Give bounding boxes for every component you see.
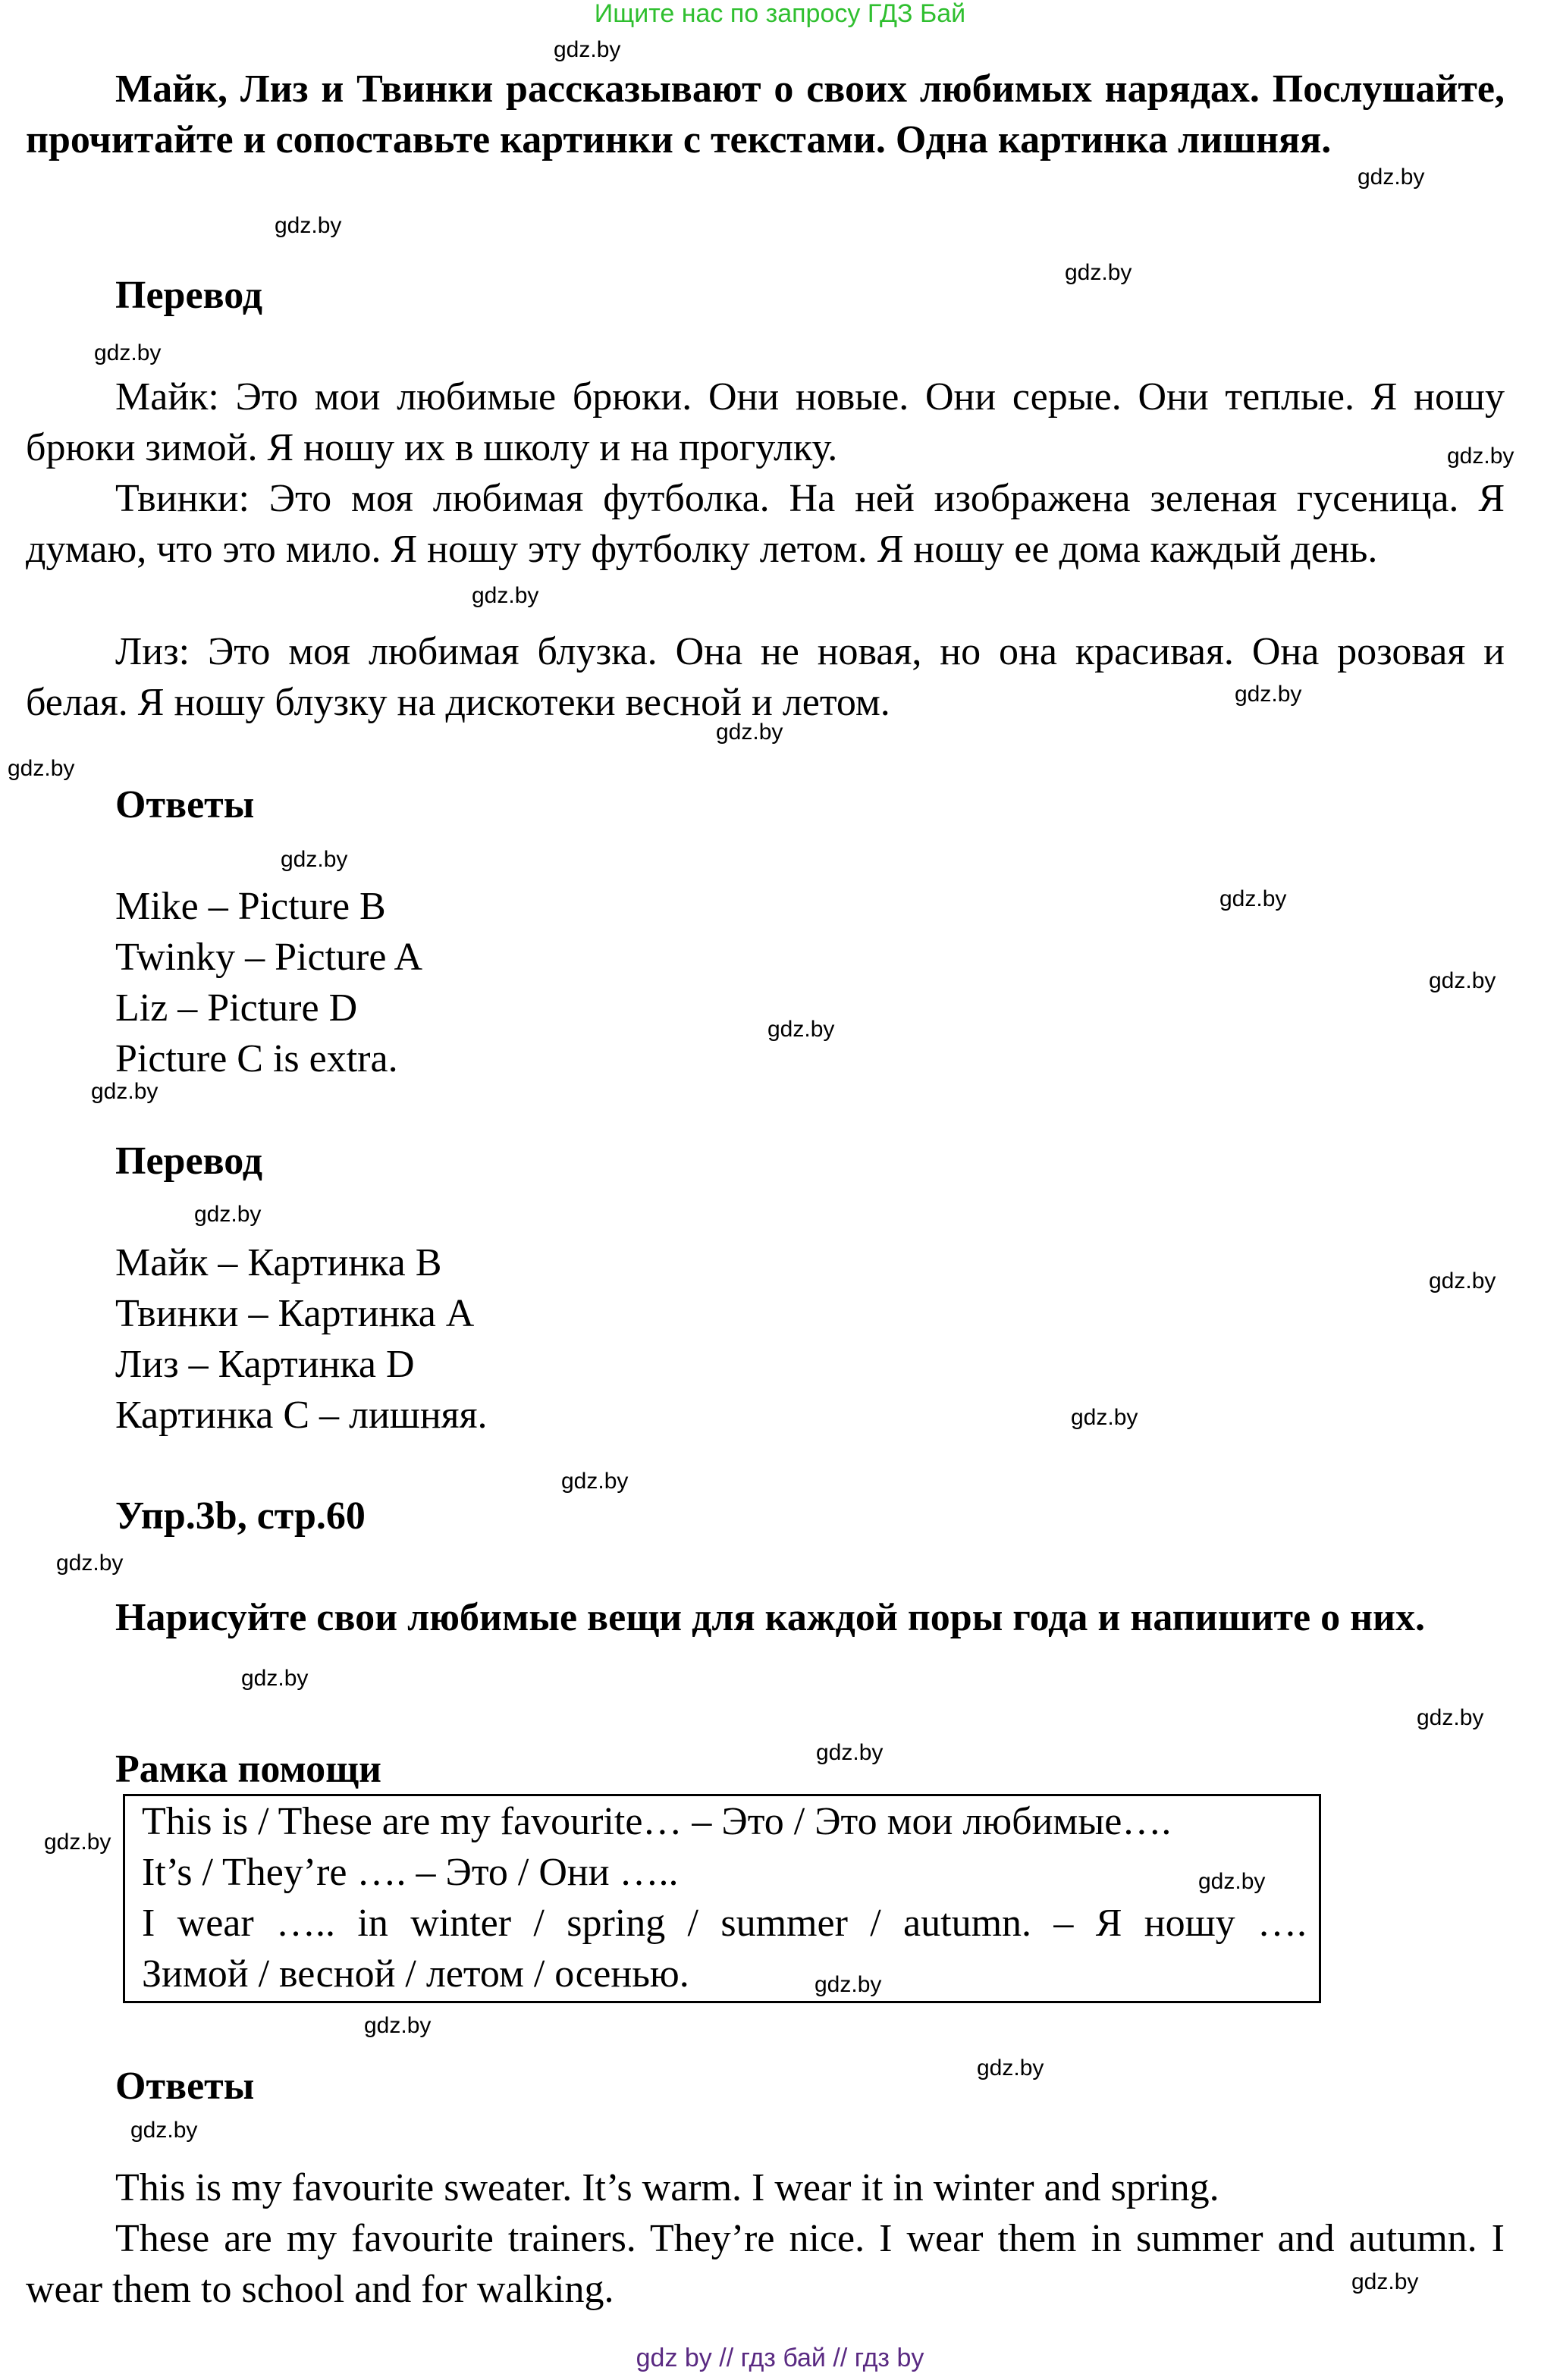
watermark: gdz.by (472, 583, 539, 608)
top-banner[interactable]: Ищите нас по запросу ГДЗ Бай (594, 0, 966, 28)
watermark: gdz.by (281, 847, 348, 872)
answers-heading: Ответы (115, 783, 255, 826)
watermark: gdz.by (767, 1017, 835, 1042)
watermark: gdz.by (1447, 444, 1514, 469)
watermark: gdz.by (561, 1469, 629, 1494)
answer-translation-item: Лиз – Картинка D (115, 1343, 415, 1386)
footer-links[interactable]: gdz by // гдз бай // гдз by (636, 2344, 924, 2372)
watermark: gdz.by (816, 1740, 884, 1765)
watermark: gdz.by (554, 37, 621, 62)
answers2-heading: Ответы (115, 2065, 255, 2108)
answers-translation-heading: Перевод (115, 1140, 263, 1183)
watermark: gdz.by (977, 2055, 1044, 2081)
translation-paragraph-liz: Лиз: Это моя любимая блузка. Она не новая, но она красивая. Она розовая и белая. Я ношу блузку на дискотеки весной и летом. (26, 630, 1505, 724)
watermark: gdz.by (44, 1830, 111, 1855)
answers2-paragraph: This is my favourite sweater. It’s warm. I wear it in winter and spring. (115, 2166, 1219, 2209)
watermark: gdz.by (1417, 1705, 1484, 1730)
translation-paragraph-twinky: Твинки: Это моя любимая футболка. На ней изображена зеленая гусеница. Я думаю, что это мило. Я ношу эту футболку летом. Я ношу ее дома каждый день. (26, 477, 1505, 571)
help-line: I wear ….. in winter / spring / summer / autumn. – Я ношу …. (142, 1902, 1307, 1945)
answer-translation-item: Картинка C – лишняя. (115, 1394, 488, 1437)
answer-item: Picture C is extra. (115, 1037, 398, 1080)
task2-text: Нарисуйте свои любимые вещи для каждой поры года и напишите о них. (115, 1596, 1425, 1639)
help-line: It’s / They’re …. – Это / Они ….. (142, 1851, 679, 1894)
watermark: gdz.by (56, 1551, 124, 1576)
answer-translation-item: Майк – Картинка B (115, 1241, 442, 1284)
watermark: gdz.by (364, 2013, 432, 2038)
watermark: gdz.by (94, 340, 162, 365)
answer-item: Twinky – Picture A (115, 936, 423, 979)
translation-heading: Перевод (115, 274, 263, 317)
watermark: gdz.by (1429, 968, 1496, 993)
watermark: gdz.by (815, 1972, 882, 1997)
watermark: gdz.by (1219, 886, 1287, 911)
exercise-reference: Упр.3b, стр.60 (115, 1494, 366, 1538)
watermark: gdz.by (91, 1079, 159, 1104)
watermark: gdz.by (8, 756, 75, 781)
watermark: gdz.by (1358, 165, 1425, 190)
intro-task: Майк, Лиз и Твинки рассказывают о своих любимых нарядах. Послушайте, прочитайте и сопоставьте картинки с текстами. Одна картинка лишняя. (26, 67, 1505, 161)
watermark: gdz.by (1071, 1405, 1138, 1430)
watermark: gdz.by (1351, 2269, 1419, 2294)
help-box (123, 1794, 1321, 2003)
watermark: gdz.by (1429, 1268, 1496, 1293)
answers2-paragraph: These are my favourite trainers. They’re nice. I wear them in summer and autumn. I wear them to school and for walking. (26, 2217, 1505, 2311)
watermark: gdz.by (130, 2118, 198, 2143)
help-line: Зимой / весной / летом / осенью. (142, 1952, 689, 1996)
watermark: gdz.by (1065, 260, 1132, 285)
answer-item: Mike – Picture B (115, 885, 386, 928)
watermark: gdz.by (716, 720, 783, 745)
help-line: This is / These are my favourite… – Это / Это мои любимые…. (142, 1800, 1172, 1843)
watermark: gdz.by (1235, 682, 1302, 707)
watermark: gdz.by (275, 213, 342, 238)
translation-paragraph-mike: Майк: Это мои любимые брюки. Они новые. Они серые. Они теплые. Я ношу брюки зимой. Я ношу их в школу и на прогулку. (26, 375, 1505, 469)
watermark: gdz.by (1198, 1869, 1266, 1894)
answer-translation-item: Твинки – Картинка A (115, 1292, 475, 1335)
answer-item: Liz – Picture D (115, 986, 358, 1030)
help-heading: Рамка помощи (115, 1748, 381, 1791)
watermark: gdz.by (241, 1666, 309, 1691)
watermark: gdz.by (194, 1202, 262, 1227)
